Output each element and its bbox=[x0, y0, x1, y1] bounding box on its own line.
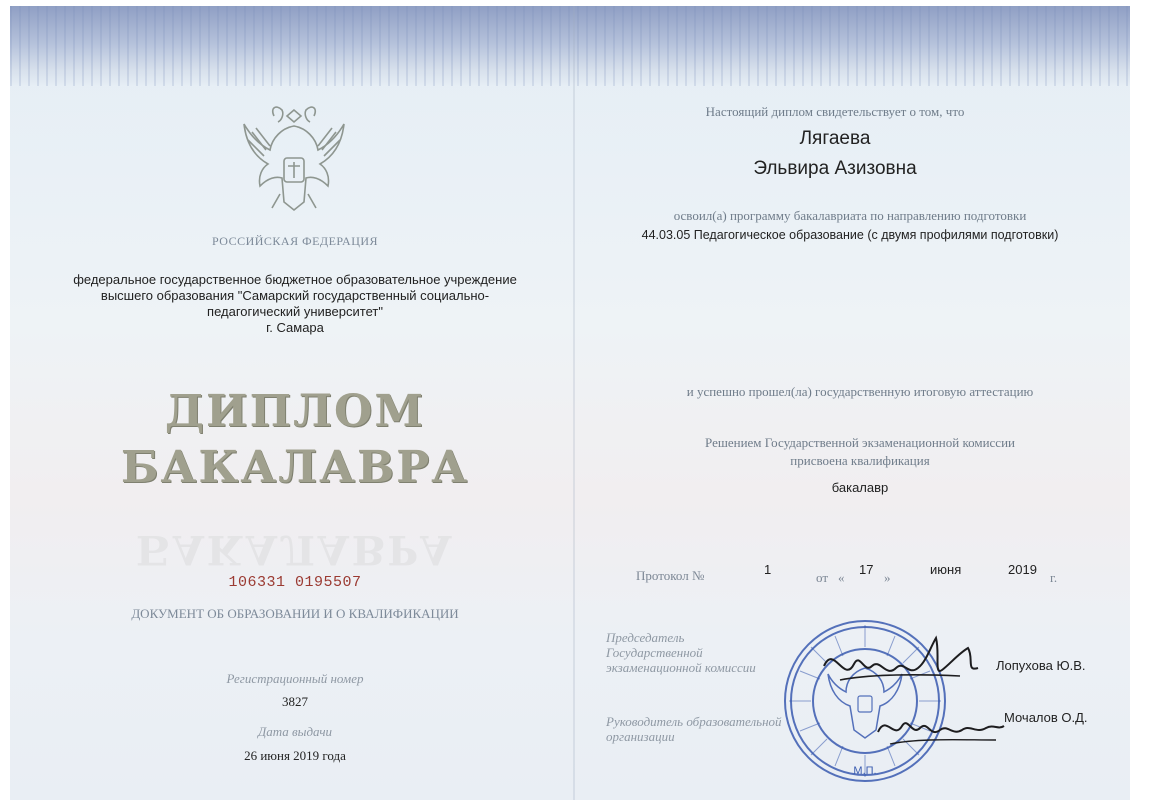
title-watermark-reflection bbox=[130, 526, 460, 573]
decorative-top-band bbox=[10, 6, 1130, 86]
institution-line: педагогический университет" bbox=[207, 304, 383, 319]
protocol-year: 2019 bbox=[1008, 562, 1037, 577]
diploma-title bbox=[90, 384, 500, 496]
graduate-given-names: Эльвира Азизовна bbox=[753, 158, 917, 179]
registration-label: Регистрационный номер bbox=[226, 671, 364, 686]
issue-date: 26 июня 2019 года bbox=[244, 748, 346, 763]
reflection-line: БАКАЛАВРА bbox=[135, 526, 455, 573]
scan-margin bbox=[1130, 0, 1152, 806]
institution-name bbox=[50, 272, 540, 336]
institution-line: федеральное государственное бюджетное образовательное учреждение bbox=[73, 272, 517, 287]
head-label bbox=[606, 714, 806, 744]
certificate-lead: Настоящий диплом свидетельствует о том, что bbox=[705, 104, 965, 119]
commission-decision bbox=[610, 434, 1110, 470]
diploma-sheet bbox=[10, 6, 1130, 800]
title-line: БАКАЛАВРА bbox=[120, 442, 470, 493]
head-signature bbox=[870, 700, 1010, 756]
program-name: 44.03.05 Педагогическое образование (с двумя профилями подготовки) bbox=[641, 228, 1059, 242]
institution-city: г. Самара bbox=[266, 320, 324, 335]
registration-number: 3827 bbox=[282, 694, 308, 709]
chair-label-line: экзаменационной комиссии bbox=[606, 660, 756, 675]
serial-number: 106331 0195507 bbox=[228, 574, 362, 591]
attestation-text: и успешно прошел(ла) государственную итоговую аттестацию bbox=[686, 384, 1034, 399]
chair-label-line: Председатель bbox=[606, 630, 685, 645]
chair-name: Лопухова Ю.В. bbox=[996, 658, 1086, 673]
stamp-mp-text: М.П. bbox=[853, 765, 877, 777]
protocol-day: 17 bbox=[859, 562, 874, 577]
institution-line: высшего образования "Самарский государственный социально- bbox=[100, 288, 490, 303]
protocol-year-suffix: г. bbox=[1050, 570, 1058, 585]
quote-open: « bbox=[838, 570, 845, 585]
head-name: Мочалов О.Д. bbox=[1004, 710, 1088, 725]
head-label-line: Руководитель образовательной bbox=[606, 714, 782, 729]
protocol-number: 1 bbox=[764, 562, 772, 577]
document-type: ДОКУМЕНТ ОБ ОБРАЗОВАНИИ И О КВАЛИФИКАЦИИ bbox=[131, 606, 459, 621]
decision-line: Решением Государственной экзаменационной комиссии bbox=[705, 435, 1015, 450]
protocol-label: Протокол № bbox=[636, 568, 705, 583]
chair-label-line: Государственной bbox=[606, 645, 703, 660]
coat-of-arms-icon bbox=[232, 98, 356, 216]
chair-signature bbox=[810, 624, 990, 694]
head-label-line: организации bbox=[606, 729, 675, 744]
decision-line: присвоена квалификация bbox=[790, 453, 930, 468]
qualification: бакалавр bbox=[831, 480, 889, 495]
program-lead: освоил(а) программу бакалавриата по направлению подготовки bbox=[673, 208, 1027, 223]
graduate-surname: Лягаева bbox=[799, 128, 871, 149]
chair-label bbox=[606, 630, 786, 675]
protocol-month: июня bbox=[930, 562, 962, 577]
title-line: ДИПЛОМ bbox=[164, 386, 426, 437]
issue-date-label: Дата выдачи bbox=[257, 724, 333, 739]
country-name: РОССИЙСКАЯ ФЕДЕРАЦИЯ bbox=[211, 234, 379, 248]
protocol-from-label: от bbox=[816, 570, 829, 585]
page-fold bbox=[573, 6, 575, 800]
quote-close: » bbox=[884, 570, 891, 585]
